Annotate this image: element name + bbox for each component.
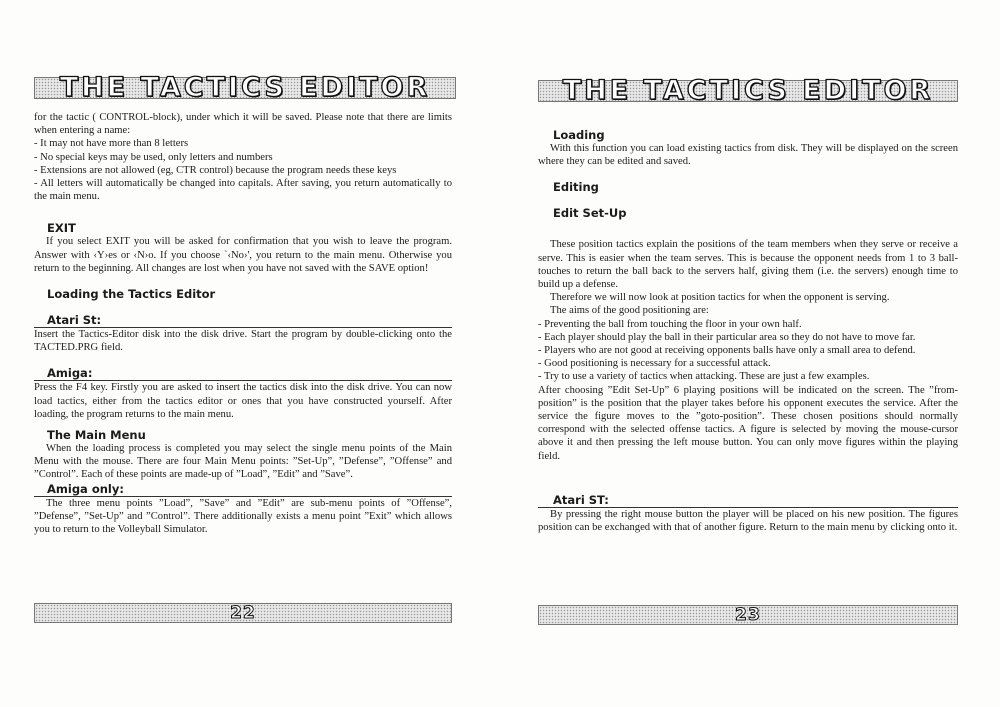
editing-heading: Editing [553,180,599,195]
aim-item: - Good positioning is necessary for a successful attack. [538,358,771,370]
aim-item: - Each player should play the ball in their particular area so they do not have to move far. [538,331,916,343]
loading-editor-heading: Loading the Tactics Editor [47,287,216,302]
atari-heading: Atari ST: [538,493,958,508]
setup-paragraph: The aims of the good positioning are: [550,305,709,317]
atari-text: Insert the Tactics-Editor disk into the disk drive. Start the program by double-clicking onto the TACTED.PRG field. [34,329,452,354]
right-page [500,0,1000,707]
main-menu-text: When the loading process is completed you may select the single menu points of the Main Menu with the mouse. There are four Main Menu points: ”Set-Up”, ”Defense”, ”Offense” and ”Control”. Each of these points are made-up of ”Load”, ”Edit” and ”Save”. [34,443,452,481]
loading-heading: Loading [553,128,605,142]
page-number: 23 [735,605,761,625]
aim-item: - Players who are not good at receiving opponents balls have only a small area to defend. [538,345,916,357]
aim-item: - Try to use a variety of tactics when attacking. These are just a few examples. [538,371,870,383]
limit-item: - No special keys may be used, only letters and numbers [34,151,273,163]
left-body [34,111,452,536]
main-menu-heading: The Main Menu [47,428,146,443]
amiga-only-text: The three menu points ”Load”, ”Save” and ”Edit” are sub-menu points of ”Offense”, ”Defense”, ”Set-Up” and ”Control”. There additionally exists a menu point ”Exit” which allows you to return to the Volleyball Simulator. [34,497,452,536]
setup-paragraph: These position tactics explain the positions of the team members when they serve or receive a serve. This is easier when the team serves. This is because the opponent needs from 1 to 3 ball-touches to return the ball back to the servers half, giving them (i.e. the servers) enough time to build up a defense. [538,239,958,291]
edit-setup-heading: Edit Set-Up [553,206,627,221]
setup-paragraph: After choosing ”Edit Set-Up” 6 playing positions will be indicated on the screen. The ”from-position” is the position that the player takes before his opponent executes the service. After the service the figure moves to the ”goto-position”. These chosen positions should normally correspond with the selected offense tactics. A figure is selected by moving the mouse-cursor above it and then pressing the left mouse button. You can only move figures within the playing field. [538,384,958,462]
right-body [538,128,958,534]
footer-banner [34,603,452,623]
header-title: THE TACTICS EDITOR [562,75,934,106]
amiga-heading: Amiga: [34,366,452,381]
header-banner [34,72,456,103]
atari-text: By pressing the right mouse button the player will be placed on his new position. The figures position can be exchanged with that of another figure. Return to the main menu by clicking onto it. [538,508,958,534]
aim-item: - Preventing the ball from touching the floor in your own half. [538,318,802,330]
exit-text: If you select EXIT you will be asked for confirmation that you wish to leave the program. Answer with ‹Y›es or ‹N›o. If you choose `‹No›', you return to the main menu. Otherwise you return to the beginning. All changes are lost when you have not saved with the SAVE option! [34,236,452,274]
setup-paragraph: Therefore we will now look at position tactics for when the opponent is serving. [550,292,890,304]
name-intro: for the tactic ( CONTROL-block), under which it will be saved. Please note that there are limits when entering a name: [34,112,452,137]
page-number: 22 [230,603,256,623]
limit-item: - All letters will automatically be changed into capitals. After saving, you return automatically to the main menu. [34,178,452,203]
amiga-only-heading: Amiga only: [34,482,452,497]
header-banner [538,75,958,106]
amiga-text: Press the F4 key. Firstly you are asked to insert the tactics disk into the disk drive. You can now load tactics, either from the tactics editor or ones that you have constructed yourself. After loading, the program returns to the main menu. [34,382,452,420]
limit-item: - It may not have more than 8 letters [34,138,189,150]
atari-heading: Atari St: [34,313,452,328]
limit-item: - Extensions are not allowed (eg, CTR control) because the program needs these keys [34,164,397,176]
loading-text: With this function you can load existing tactics from disk. They will be displayed on the screen where they can be edited and saved. [538,143,958,168]
header-title: THE TACTICS EDITOR [59,72,431,103]
exit-heading: EXIT [47,221,76,236]
footer-banner [538,605,958,625]
